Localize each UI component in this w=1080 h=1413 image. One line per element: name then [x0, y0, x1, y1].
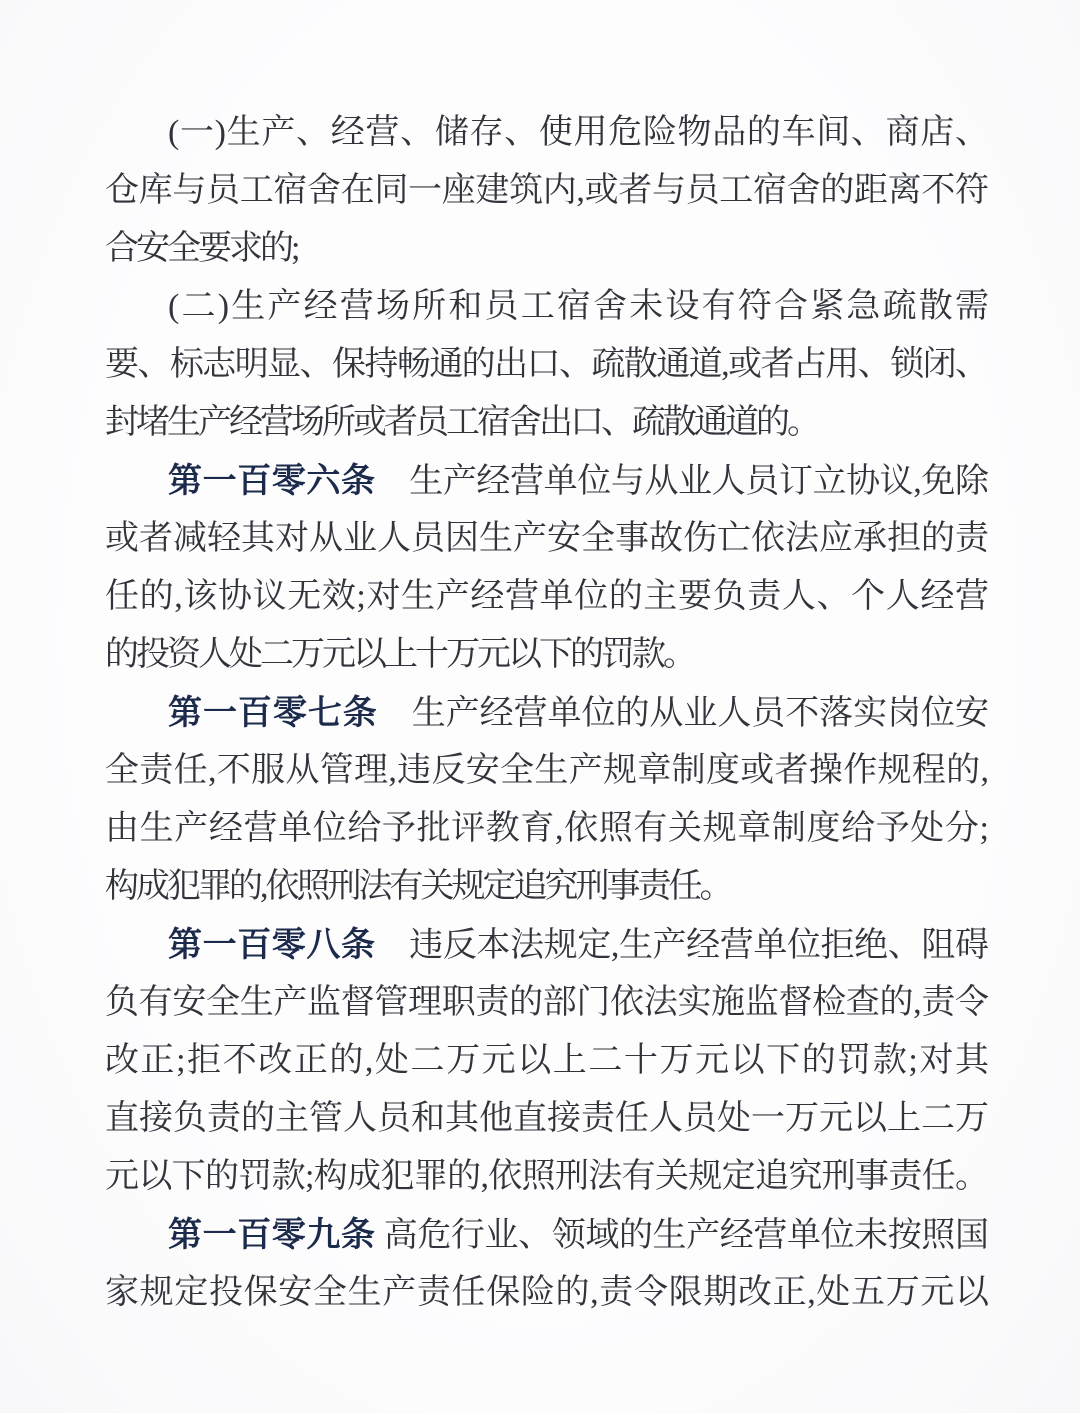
text-segment: (二)生产经营场所和员工宿舍未设有符合紧急疏散需 [168, 288, 986, 325]
document-text-block [105, 104, 986, 1322]
text-segment: 全责任,不服从管理,违反安全生产规章制度或者操作规程的, [105, 752, 986, 789]
text-segment: 由生产经营单位给予批评教育,依照有关规章制度给予处分; [105, 810, 986, 847]
text-line [105, 800, 986, 858]
text-segment: 生产经营单位与从业人员订立协议,免除 [375, 463, 986, 500]
text-segment: 合安全要求的; [105, 230, 298, 267]
text-line [105, 916, 986, 974]
text-segment: 违反本法规定,生产经营单位拒绝、阻碍 [375, 927, 986, 964]
text-segment: 的投资人处二万元以上十万元以下的罚款。 [105, 636, 694, 673]
text-line [105, 510, 986, 568]
text-segment: 直接负责的主管人员和其他直接责任人员处一万元以上二万 [105, 1100, 986, 1137]
text-line [105, 220, 986, 278]
article-number: 第一百零九条 [168, 1216, 376, 1254]
text-segment: 要、标志明显、保持畅通的出口、疏散通道,或者占用、锁闭、 [105, 346, 986, 383]
text-line [105, 742, 986, 800]
text-segment: 改正;拒不改正的,处二万元以上二十万元以下的罚款;对其 [105, 1042, 986, 1079]
text-line [105, 568, 986, 626]
text-segment: 元以下的罚款;构成犯罪的,依照刑法有关规定追究刑事责任。 [105, 1158, 986, 1195]
text-line [105, 1032, 986, 1090]
text-line [105, 104, 986, 162]
text-line [105, 1264, 986, 1322]
article-number: 第一百零八条 [168, 926, 376, 964]
text-line [105, 684, 986, 742]
text-segment: 或者减轻其对从业人员因生产安全事故伤亡依法应承担的责 [105, 520, 986, 557]
text-segment: 任的,该协议无效;对生产经营单位的主要负责人、个人经营 [105, 578, 986, 615]
text-line [105, 278, 986, 336]
text-line [105, 1090, 986, 1148]
text-line [105, 1206, 986, 1264]
text-segment: 仓库与员工宿舍在同一座建筑内,或者与员工宿舍的距离不符 [105, 172, 986, 209]
text-segment: (一)生产、经营、储存、使用危险物品的车间、商店、 [168, 114, 986, 151]
article-number: 第一百零六条 [168, 462, 376, 500]
text-segment: 家规定投保安全生产责任保险的,责令限期改正,处五万元以 [105, 1274, 986, 1311]
text-segment: 生产经营单位的从业人员不落实岗位安 [377, 695, 987, 732]
text-line [105, 858, 986, 916]
text-segment: 封堵生产经营场所或者员工宿舍出口、疏散通道的。 [105, 404, 818, 441]
text-line [105, 394, 986, 452]
text-line [105, 626, 986, 684]
text-line [105, 452, 986, 510]
article-number: 第一百零七条 [168, 694, 378, 732]
text-line [105, 162, 986, 220]
text-segment: 负有安全生产监督管理职责的部门依法实施监督检查的,责令 [105, 984, 986, 1021]
text-line [105, 336, 986, 394]
text-line [105, 974, 986, 1032]
text-segment: 高危行业、领域的生产经营单位未按照国 [375, 1217, 986, 1254]
text-line [105, 1148, 986, 1206]
text-segment: 构成犯罪的,依照刑法有关规定追究刑事责任。 [105, 868, 731, 905]
